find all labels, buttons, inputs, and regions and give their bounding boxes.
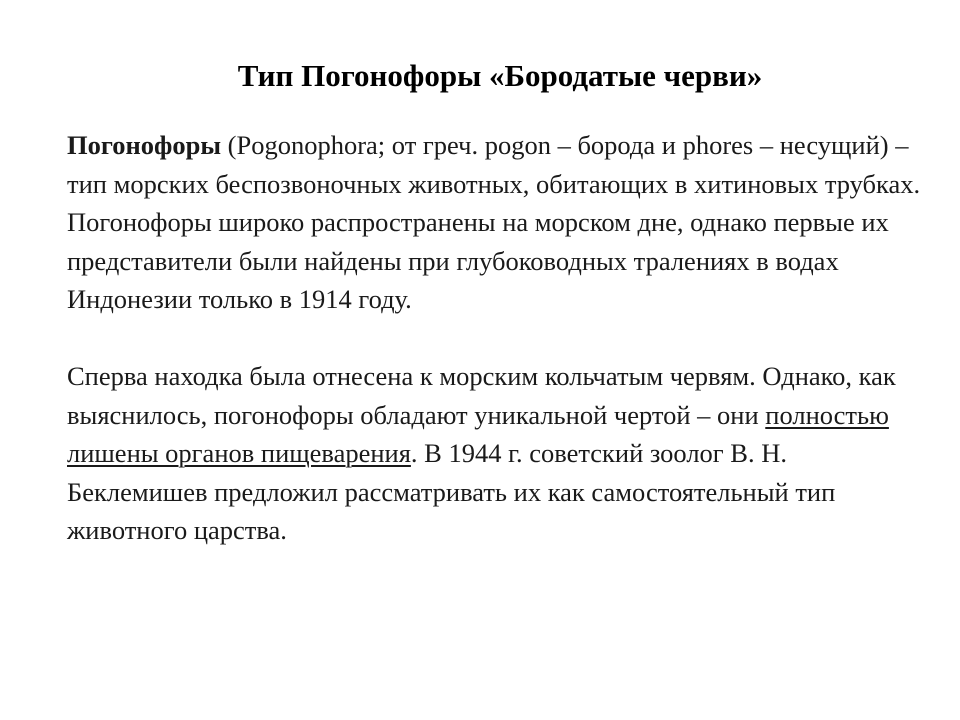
slide-body	[67, 126, 927, 550]
slide-title: Тип Погонофоры «Бородатые черви»	[237, 58, 763, 93]
underlined-phrase: полностью лишены органов пищеварения	[67, 399, 889, 468]
paragraph-intro-text: (Pogonophora; от греч. pogon – борода и phores – несущий) – тип морских беспозвоночных животных, обитающих в хитиновых трубках. Погонофоры широко распространены на морском дне, однако первые их представители были найдены при глубоководных тралениях в водах Индонезии только в 1914 году.	[67, 130, 921, 314]
paragraph-history-text-after: . В 1944 г. советский зоолог В. Н. Беклемишев предложил рассматривать их как самостоятельный тип животного царства.	[67, 438, 836, 545]
paragraph-history	[67, 357, 927, 550]
paragraph-intro	[67, 126, 927, 319]
term-pogonophora: Погонофоры	[67, 130, 222, 160]
paragraph-history-text-before: Сперва находка была отнесена к морским кольчатым червям. Однако, как выяснилось, погонофоры обладают уникальной чертой – они	[67, 361, 896, 430]
